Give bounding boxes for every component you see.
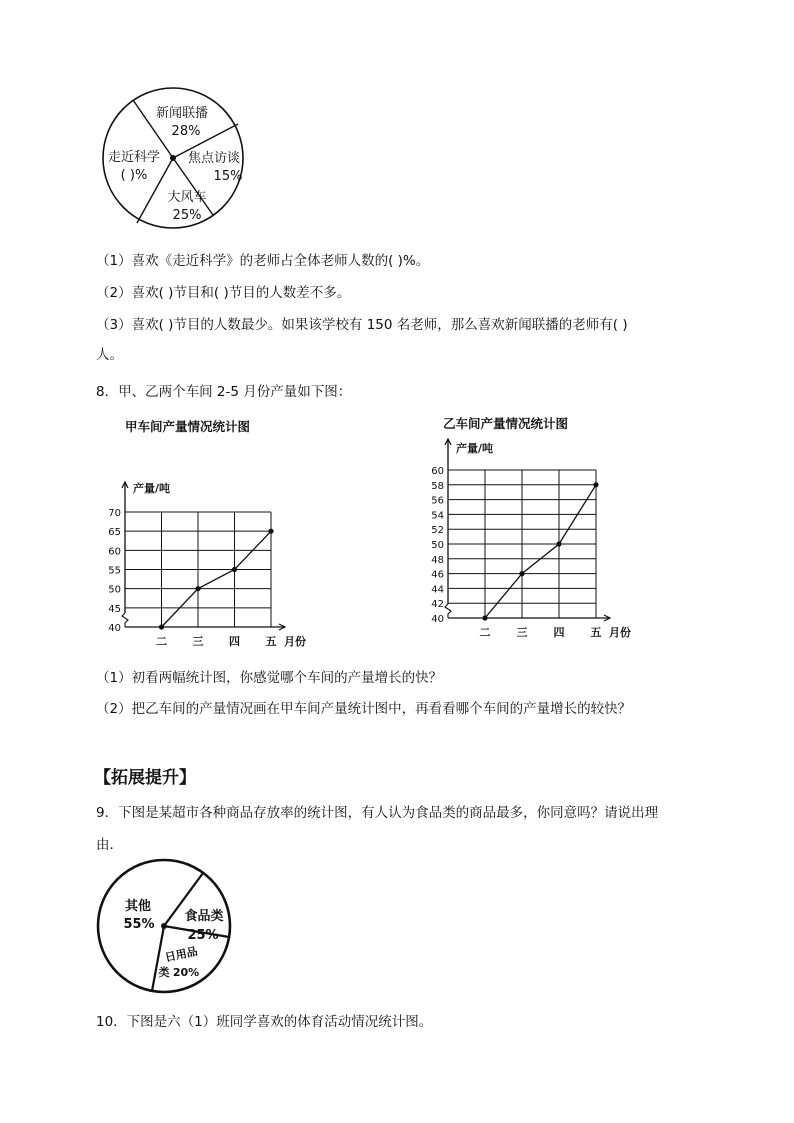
chart-a-axis-break bbox=[122, 613, 128, 627]
slice-value-daily: 20% bbox=[172, 966, 200, 979]
tv-program-pie-chart bbox=[90, 86, 260, 236]
chart-b-data-point bbox=[519, 571, 524, 576]
q7-question-2: （2）喜欢( )节目和( )节目的人数差不多。 bbox=[96, 285, 351, 301]
chart-a-ytick-label: 65 bbox=[108, 527, 121, 539]
q7-question-3: （3）喜欢( )节目的人数最少。如果该学校有 150 名老师，那么喜欢新闻联播的老师有( ) bbox=[96, 317, 628, 333]
chart-a-line-chart bbox=[95, 470, 315, 660]
chart-b-x-axis-label: 月份 bbox=[609, 626, 631, 639]
chart-a-ytick-label: 50 bbox=[108, 584, 121, 596]
q7-question-3-cont: 人。 bbox=[96, 347, 123, 363]
chart-b-title: 乙车间产量情况统计图 bbox=[443, 416, 569, 431]
slice-value-jiaodian: 15% bbox=[213, 169, 243, 184]
chart-a-title: 甲车间产量情况统计图 bbox=[125, 419, 251, 434]
chart-b-ytick-label: 44 bbox=[431, 584, 444, 596]
chart-b-data-point bbox=[556, 541, 561, 546]
chart-b-data-point bbox=[482, 615, 487, 620]
pie2-center-dot bbox=[161, 923, 167, 929]
chart-a-data-point bbox=[195, 586, 200, 591]
supermarket-pie-chart bbox=[96, 858, 256, 998]
chart-a-ytick-label: 45 bbox=[108, 603, 121, 615]
chart-b-ytick-label: 46 bbox=[431, 569, 444, 581]
chart-a-x-tick-label: 三 bbox=[192, 635, 204, 648]
chart-a-data-point bbox=[232, 567, 237, 572]
slice-value-dafengche: 25% bbox=[172, 208, 202, 223]
chart-a-y-axis-label: 产量/吨 bbox=[133, 482, 171, 495]
slice-label-zoujin: 走近科学 bbox=[107, 150, 161, 165]
q9-question-cont: 由． bbox=[96, 837, 123, 853]
q8-title: 8．甲、乙两个车间 2-5 月份产量如下图： bbox=[96, 384, 352, 400]
chart-b-ytick-label: 56 bbox=[431, 495, 444, 507]
chart-a-x-tick-label: 四 bbox=[229, 635, 240, 648]
section-title-extension: 【拓展提升】 bbox=[94, 768, 196, 788]
chart-b-ytick-label: 60 bbox=[431, 466, 444, 477]
chart-b-x-tick-label: 五 bbox=[590, 626, 602, 639]
slice-label-xinwen: 新闻联播 bbox=[155, 106, 209, 121]
chart-b-ytick-label: 48 bbox=[431, 554, 444, 566]
slice-label-other: 其他 bbox=[124, 899, 152, 914]
chart-b-x-tick-label: 二 bbox=[479, 626, 491, 639]
chart-b-series-line bbox=[485, 485, 596, 618]
chart-b-ytick-label: 40 bbox=[431, 614, 444, 625]
chart-b-ytick-label: 54 bbox=[431, 510, 444, 522]
slice-label-dafengche: 大风车 bbox=[167, 190, 207, 205]
chart-a-x-tick-label: 五 bbox=[265, 635, 277, 648]
chart-a-series-line bbox=[162, 531, 272, 627]
q9-question: 9．下图是某超市各种商品存放率的统计图，有人认为食品类的商品最多，你同意吗？请说出理 bbox=[96, 805, 659, 821]
chart-b-x-tick-label: 三 bbox=[516, 626, 528, 639]
slice-value-food: 25% bbox=[187, 928, 219, 943]
chart-a-ytick-label: 60 bbox=[108, 546, 121, 558]
chart-a-x-tick-label: 二 bbox=[156, 635, 167, 648]
chart-a-x-axis-label: 月份 bbox=[284, 635, 306, 648]
chart-b-ytick-label: 58 bbox=[431, 480, 444, 492]
chart-b-line-chart bbox=[415, 437, 645, 662]
slice-label-daily-2: 类 bbox=[158, 966, 170, 979]
chart-b-axis-break bbox=[445, 604, 451, 618]
pie1-center-dot bbox=[170, 155, 176, 161]
slice-label-daily: 日用品 bbox=[163, 944, 199, 965]
slice-value-xinwen: 28% bbox=[171, 124, 201, 139]
slice-value-zoujin: ( )% bbox=[120, 168, 148, 183]
chart-b-ytick-label: 50 bbox=[431, 540, 444, 551]
chart-a-data-point bbox=[159, 624, 164, 629]
chart-a-ytick-label: 70 bbox=[108, 508, 121, 519]
chart-a-data-point bbox=[268, 529, 273, 534]
slice-label-jiaodian: 焦点访谈 bbox=[187, 151, 241, 166]
q7-question-1: （1）喜欢《走近科学》的老师占全体老师人数的( )%。 bbox=[96, 253, 430, 269]
chart-a-ytick-label: 40 bbox=[108, 623, 121, 634]
q8-question-1: （1）初看两幅统计图，你感觉哪个车间的产量增长的快？ bbox=[96, 670, 443, 686]
chart-b-ytick-label: 52 bbox=[431, 525, 444, 537]
chart-b-data-point bbox=[593, 482, 598, 487]
slice-label-food: 食品类 bbox=[184, 909, 224, 924]
q10-question: 10．下图是六（1）班同学喜欢的体育活动情况统计图。 bbox=[96, 1014, 433, 1030]
chart-b-y-axis-label: 产量/吨 bbox=[456, 442, 494, 455]
q8-question-2: （2）把乙车间的产量情况画在甲车间产量统计图中，再看看哪个车间的产量增长的较快？ bbox=[96, 701, 632, 717]
chart-b-ytick-label: 42 bbox=[431, 599, 444, 611]
chart-b-x-tick-label: 四 bbox=[553, 626, 565, 639]
chart-a-ytick-label: 55 bbox=[108, 565, 121, 577]
slice-value-other: 55% bbox=[123, 917, 155, 932]
